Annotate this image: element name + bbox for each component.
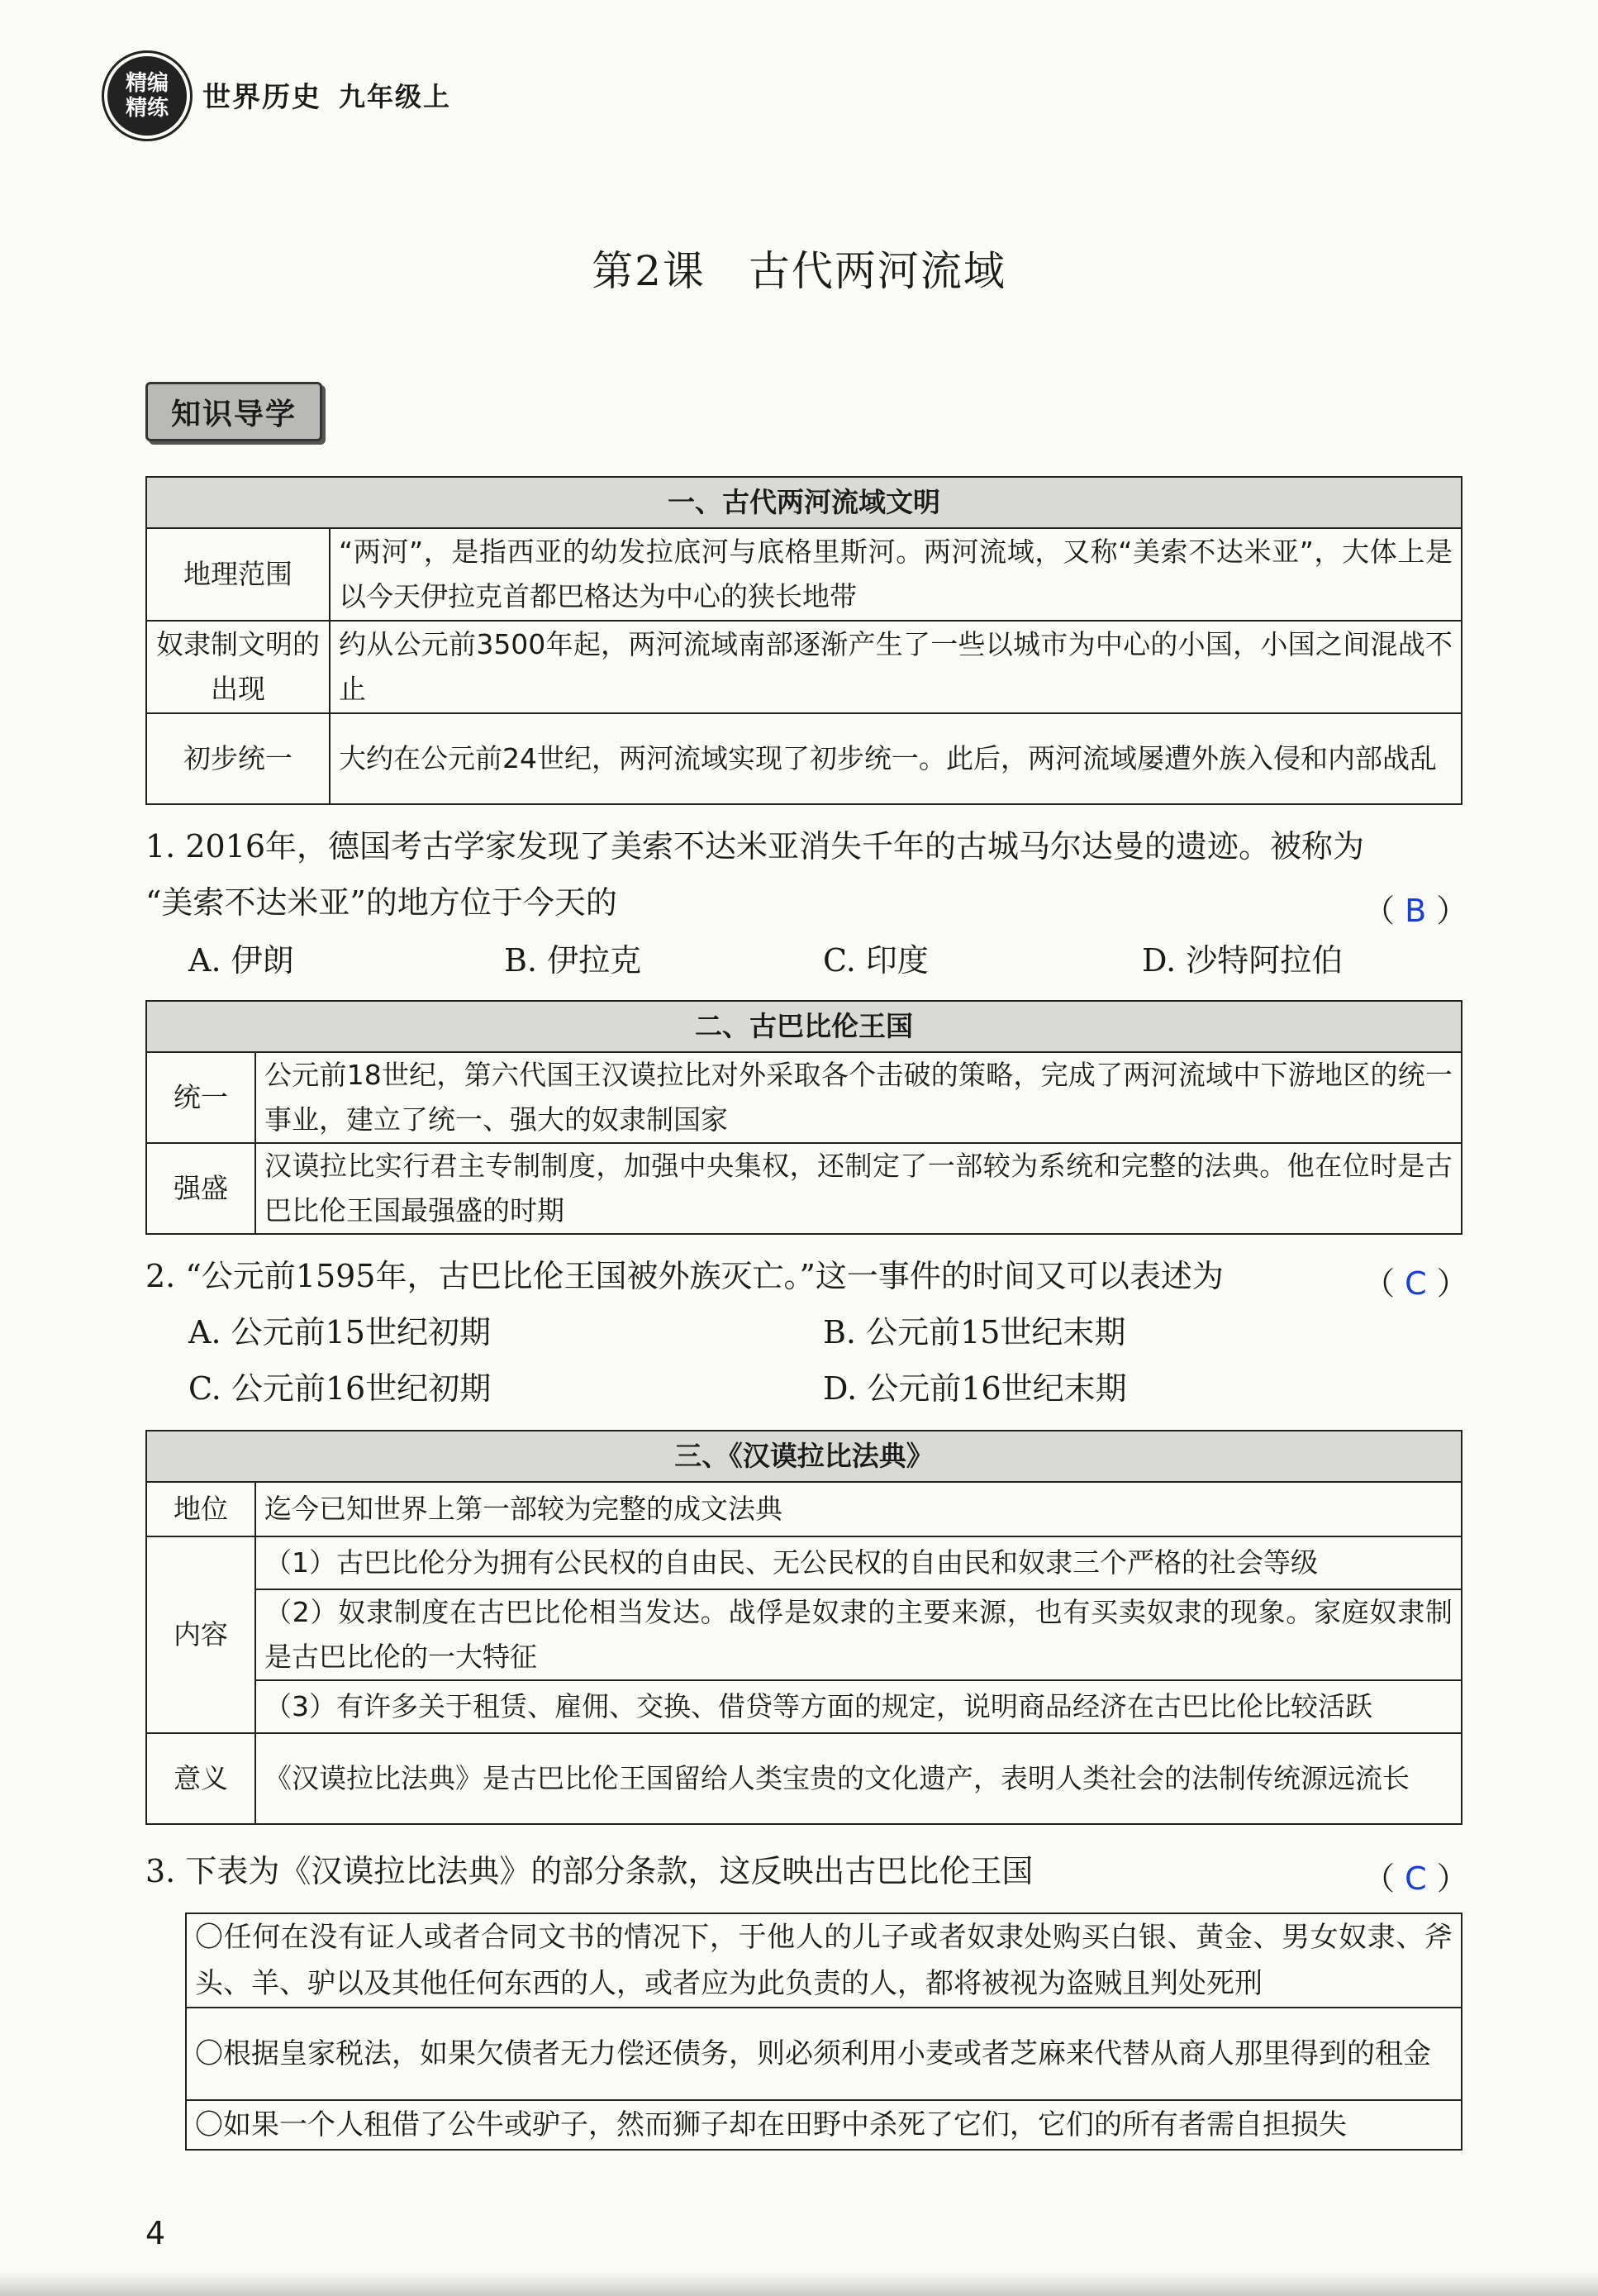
content-item: （2）奴隶制度在古巴比伦相当发达。战俘是奴隶的主要来源，也有买卖奴隶的现象。家庭奴隶制是古巴比伦的一大特征	[255, 1589, 1462, 1680]
question-1-answer: （ B ）	[1363, 893, 1468, 929]
babylon-table	[145, 1000, 1462, 1235]
row-label: 强盛	[146, 1143, 255, 1234]
question-2-answer: （ C ）	[1363, 1265, 1468, 1302]
option-a: A. 公元前15世纪初期	[188, 1314, 491, 1350]
question-2-stem: 2. “公元前1595年，古巴比伦王国被外族灭亡。”这一事件的时间又可以表述为	[145, 1258, 1224, 1294]
meaning-label: 意义	[146, 1733, 255, 1824]
badge-line-2: 精练	[125, 96, 169, 121]
option-d: D. 沙特阿拉伯	[1142, 942, 1344, 979]
code-table	[145, 1430, 1462, 1825]
header-grade: 九年级上	[339, 81, 452, 112]
civilization-table	[145, 476, 1462, 805]
clauses-table	[185, 1913, 1462, 2151]
page-number: 4	[145, 2215, 166, 2251]
header-subject: 世界历史	[202, 81, 321, 114]
question-1-stem	[145, 818, 1462, 931]
series-badge	[107, 56, 187, 136]
question-1-line-1: 1. 2016年，德国考古学家发现了美索不达米亚消失千年的古城马尔达曼的遗迹。被称为	[145, 828, 1365, 865]
option-b: B. 伊拉克	[504, 942, 642, 979]
answer-letter: C	[1405, 1860, 1427, 1897]
question-3-stem: 3. 下表为《汉谟拉比法典》的部分条款，这反映出古巴比伦王国	[145, 1853, 1034, 1889]
table-heading: 一、古代两河流域文明	[146, 477, 1462, 528]
section-tag: 知识导学	[145, 382, 322, 441]
scan-edge-shadow	[0, 2271, 1598, 2296]
option-a: A. 伊朗	[188, 942, 294, 979]
row-text: “两河”，是指西亚的幼发拉底河与底格里斯河。两河流域，又称“美索不达米亚”，大体上是以今天伊拉克首都巴格达为中心的狭长地带	[330, 528, 1462, 621]
row-text: 汉谟拉比实行君主专制制度，加强中央集权，还制定了一部较为系统和完整的法典。他在位时是古巴比伦王国最强盛的时期	[255, 1143, 1462, 1234]
clause: 〇任何在没有证人或者合同文书的情况下，于他人的儿子或者奴隶处购买白银、黄金、男女奴隶、斧头、羊、驴以及其他任何东西的人，或者应为此负责的人，都将被视为盗贼且判处死刑	[186, 1913, 1462, 2008]
row-label: 统一	[146, 1052, 255, 1143]
badge-line-1: 精编	[125, 71, 169, 96]
row-label: 奴隶制文明的出现	[146, 621, 330, 713]
content-item: （1）古巴比伦分为拥有公民权的自由民、无公民权的自由民和奴隶三个严格的社会等级	[255, 1536, 1462, 1589]
content-label: 内容	[146, 1536, 255, 1733]
answer-letter: C	[1405, 1265, 1427, 1302]
row-text: 大约在公元前24世纪，两河流域实现了初步统一。此后，两河流域屡遭外族入侵和内部战乱	[330, 713, 1462, 804]
content-item: （3）有许多关于租赁、雇佣、交换、借贷等方面的规定，说明商品经济在古巴比伦比较活跃	[255, 1680, 1462, 1733]
row-text: 公元前18世纪，第六代国王汉谟拉比对外采取各个击破的策略，完成了两河流域中下游地区的统一事业，建立了统一、强大的奴隶制国家	[255, 1052, 1462, 1143]
clause: 〇根据皇家税法，如果欠债者无力偿还债务，则必须利用小麦或者芝麻来代替从商人那里得到的租金	[186, 2008, 1462, 2100]
option-d: D. 公元前16世纪末期	[823, 1370, 1127, 1407]
status-text: 迄今已知世界上第一部较为完整的成文法典	[255, 1482, 1462, 1536]
question-1-line-2: “美索不达米亚”的地方位于今天的	[145, 884, 617, 921]
table-heading: 二、古巴比伦王国	[146, 1001, 1462, 1052]
option-c: C. 公元前16世纪初期	[188, 1370, 492, 1407]
row-label: 地理范围	[146, 528, 330, 621]
row-label: 初步统一	[146, 713, 330, 804]
lesson-title: 第2课 古代两河流域	[592, 247, 1006, 295]
option-b: B. 公元前15世纪末期	[823, 1314, 1126, 1350]
row-text: 约从公元前3500年起，两河流域南部逐渐产生了一些以城市为中心的小国，小国之间混战不止	[330, 621, 1462, 713]
table-heading: 三、《汉谟拉比法典》	[146, 1431, 1462, 1482]
clause: 〇如果一个人租借了公牛或驴子，然而狮子却在田野中杀死了它们，它们的所有者需自担损失	[186, 2100, 1462, 2150]
meaning-text: 《汉谟拉比法典》是古巴比伦王国留给人类宝贵的文化遗产，表明人类社会的法制传统源远流长	[255, 1733, 1462, 1824]
status-label: 地位	[146, 1482, 255, 1536]
option-c: C. 印度	[823, 942, 929, 979]
answer-letter: B	[1405, 893, 1427, 929]
question-3-answer: （ C ）	[1363, 1860, 1468, 1897]
